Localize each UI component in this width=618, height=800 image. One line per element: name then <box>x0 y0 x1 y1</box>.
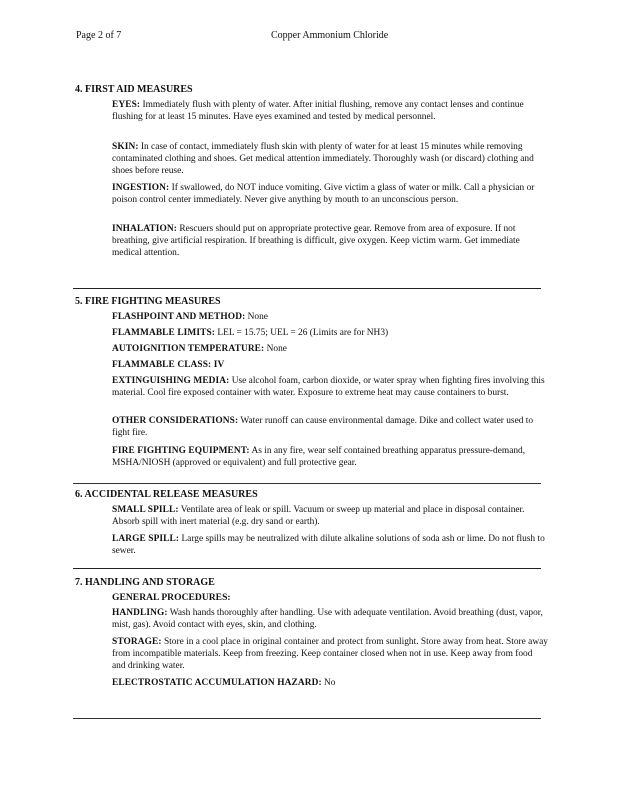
section-title-handling-storage: 7. HANDLING AND STORAGE <box>75 577 215 588</box>
first-aid-skin <box>112 141 548 177</box>
section-title-first-aid: 4. FIRST AID MEASURES <box>75 84 193 95</box>
section-divider <box>73 483 541 484</box>
fire-equipment <box>112 445 548 469</box>
section-divider <box>73 288 541 289</box>
item-text: Water runoff can cause environmental damage. Dike and collect water used to fight fire. <box>112 416 534 438</box>
item-label: EYES: <box>112 100 141 110</box>
section-title-fire-fighting: 5. FIRE FIGHTING MEASURES <box>75 296 221 307</box>
item-text: None <box>266 344 287 354</box>
item-label: INGESTION: <box>112 183 170 193</box>
fire-extinguishing-media <box>112 375 548 399</box>
page-number: Page 2 of 7 <box>76 30 122 41</box>
item-text: If swallowed, do NOT induce vomiting. Give victim a glass of water or milk. Call a physician or poison control center immediately. Never give anything by mouth to an unconscious person. <box>112 183 535 205</box>
item-text: No <box>324 678 336 688</box>
release-small-spill <box>112 504 548 528</box>
first-aid-ingestion <box>112 182 548 206</box>
item-label: EXTINGUISHING MEDIA: <box>112 376 230 386</box>
first-aid-eyes <box>112 99 548 123</box>
item-label: FLAMMABLE CLASS: IV <box>112 360 225 370</box>
fire-flashpoint <box>112 311 548 323</box>
item-text: Use alcohol foam, carbon dioxide, or water spray when fighting fires involving this material. Cool fire exposed container with water. Exposure to extreme heat may cause containers to burst. <box>112 376 545 398</box>
section-divider <box>73 568 541 569</box>
item-text: LEL = 15.75; UEL = 26 (Limits are for NH3) <box>217 328 389 338</box>
fire-other-considerations <box>112 415 548 439</box>
section-title-accidental-release: 6. ACCIDENTAL RELEASE MEASURES <box>75 489 258 500</box>
fire-autoignition <box>112 343 548 355</box>
first-aid-inhalation <box>112 223 548 259</box>
item-label: SKIN: <box>112 142 139 152</box>
item-text: Store in a cool place in original container and protect from sunlight. Store away from heat. Store away from incompatible materials. Keep from freezing. Keep container closed when not in use. Keep away from food and drinking water. <box>112 637 548 671</box>
item-text: Immediately flush with plenty of water. After initial flushing, remove any contact lenses and continue flushing for at least 15 minutes. Have eyes examined and tested by medical personnel. <box>112 100 524 122</box>
release-large-spill <box>112 533 548 557</box>
item-text: Wash hands thoroughly after handling. Use with adequate ventilation. Avoid breathing (dust, vapor, mist, gas). Avoid contact with eyes, skin, and clothing. <box>112 608 543 630</box>
document-title: Copper Ammonium Chloride <box>271 30 389 41</box>
item-text: In case of contact, immediately flush skin with plenty of water for at least 15 minutes while removing contaminated clothing and shoes. Get medical attention immediately. Thoroughly wash (or discard) clothing and shoes before reuse. <box>112 142 534 176</box>
section-divider <box>73 718 541 719</box>
item-label: AUTOIGNITION TEMPERATURE: <box>112 344 265 354</box>
general-procedures-heading: GENERAL PROCEDURES: <box>112 592 231 603</box>
handling-text <box>112 607 548 631</box>
item-text: Ventilate area of leak or spill. Vacuum or sweep up material and place in disposal container. Absorb spill with inert material (e.g. dry sand or earth). <box>112 505 525 527</box>
fire-flammable-limits <box>112 327 548 339</box>
item-text: As in any fire, wear self contained breathing apparatus pressure-demand, MSHA/NIOSH (approved or equivalent) and full protective gear. <box>112 446 526 468</box>
item-label: FLASHPOINT AND METHOD: <box>112 312 246 322</box>
item-label: ELECTROSTATIC ACCUMULATION HAZARD: <box>112 678 322 688</box>
item-text: None <box>247 312 268 322</box>
item-label: INHALATION: <box>112 224 177 234</box>
item-label: FIRE FIGHTING EQUIPMENT: <box>112 446 250 456</box>
item-label: STORAGE: <box>112 637 162 647</box>
item-label: LARGE SPILL: <box>112 534 180 544</box>
item-text: Rescuers should put on appropriate protective gear. Remove from area of exposure. If not breathing, give artificial respiration. If breathing is difficult, give oxygen. Keep victim warm. Get immediate medical attention. <box>112 224 520 258</box>
fire-flammable-class <box>112 359 548 371</box>
storage-text <box>112 636 548 672</box>
item-label: HANDLING: <box>112 608 168 618</box>
electrostatic-hazard <box>112 677 548 689</box>
item-label: SMALL SPILL: <box>112 505 179 515</box>
item-label: OTHER CONSIDERATIONS: <box>112 416 239 426</box>
item-text: Large spills may be neutralized with dilute alkaline solutions of soda ash or lime. Do not flush to sewer. <box>112 534 545 556</box>
item-label: FLAMMABLE LIMITS: <box>112 328 216 338</box>
